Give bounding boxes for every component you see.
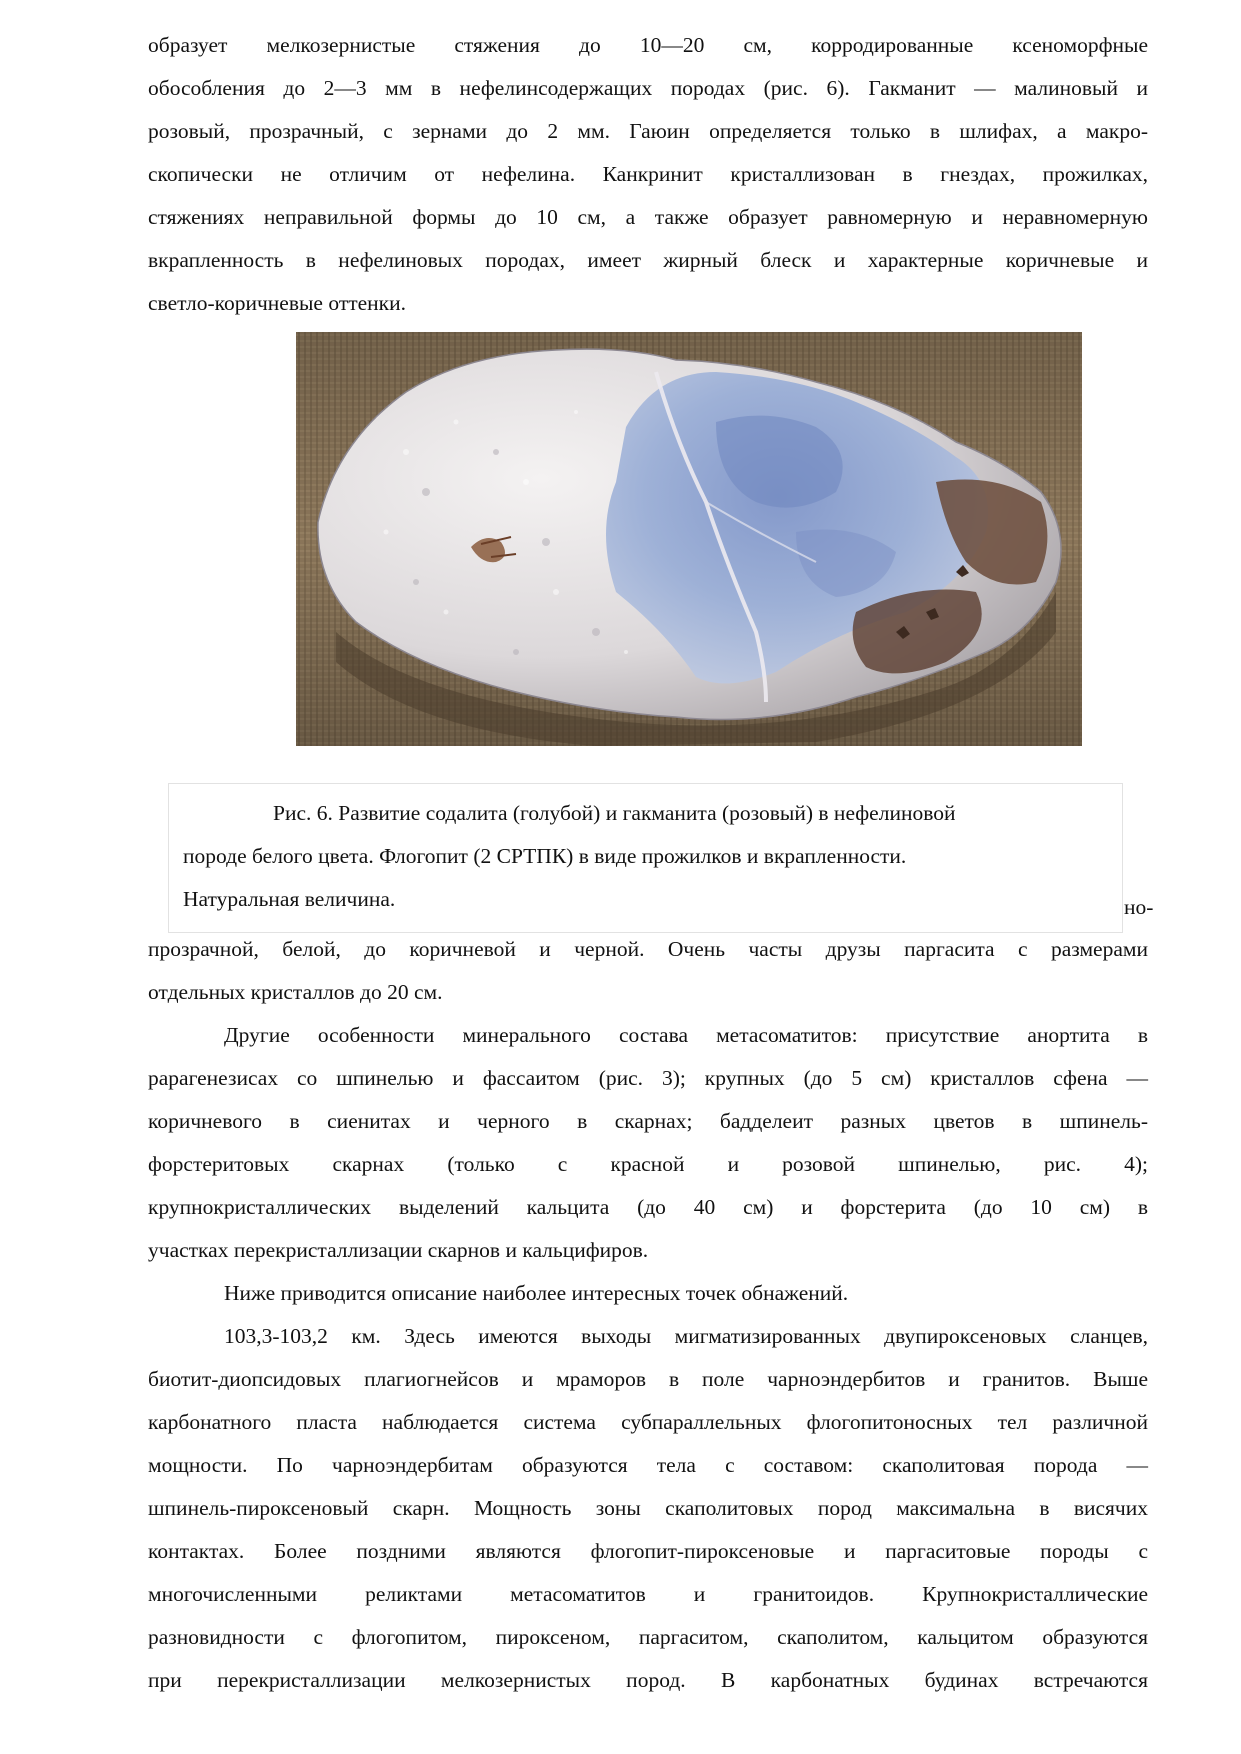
text-line: Ниже приводится описание наиболее интересных точек обнажений. xyxy=(224,1281,849,1305)
text-line: скопически не отличим от нефелина. Канкринит кристаллизован в гнездах, прожилках, xyxy=(148,162,1148,186)
paragraph-4 xyxy=(148,1272,1148,1315)
paragraph-2 xyxy=(148,928,1148,1014)
mineral-photo xyxy=(296,332,1082,746)
figure-caption xyxy=(168,783,1123,933)
text-line: светло-коричневые оттенки. xyxy=(148,291,406,315)
paragraph-3 xyxy=(148,1014,1148,1272)
text-line: при перекристаллизации мелкозернистых пород. В карбонатных будинах встречаются xyxy=(148,1668,1148,1692)
text-line: 103,3-103,2 км. Здесь имеются выходы мигматизированных двупироксеновых сланцев, xyxy=(224,1324,1148,1348)
text-line: Другие особенности минерального состава метасоматитов: присутствие анортита в xyxy=(224,1023,1148,1047)
text-line: крупнокристаллических выделений кальцита (до 40 см) и форстерита (до 10 см) в xyxy=(148,1195,1148,1219)
text-line: участках перекристаллизации скарнов и кальцифиров. xyxy=(148,1238,649,1262)
caption-line: породе белого цвета. Флогопит (2 СРТПК) в виде прожилков и вкрапленности. xyxy=(183,844,907,868)
caption-line: Рис. 6. Развитие содалита (голубой) и гакманита (розовый) в нефелиновой xyxy=(273,801,956,825)
text-line: прозрачной, белой, до коричневой и черной. Очень часты друзы паргасита с размерами xyxy=(148,937,1148,961)
partial-line-fragment: но- xyxy=(1124,895,1154,919)
text-line: многочисленными реликтами метасоматитов и гранитоидов. Крупнокристаллические xyxy=(148,1582,1148,1606)
text-line: шпинель-пироксеновый скарн. Мощность зоны скаполитовых пород максимальна в висячих xyxy=(148,1496,1148,1520)
text-line: обособления до 2—3 мм в нефелинсодержащих породах (рис. 6). Гакманит — малиновый и xyxy=(148,76,1148,100)
text-line: рарагенезисах со шпинелью и фассаитом (рис. 3); крупных (до 5 см) кристаллов сфена — xyxy=(148,1066,1148,1090)
text-line: разновидности с флогопитом, пироксеном, паргаситом, скаполитом, кальцитом образуются xyxy=(148,1625,1148,1649)
text-line: стяжениях неправильной формы до 10 см, а также образует равномерную и неравномерную xyxy=(148,205,1148,229)
text-line: форстеритовых скарнах (только с красной и розовой шпинелью, рис. 4); xyxy=(148,1152,1148,1176)
caption-line: Натуральная величина. xyxy=(183,887,396,911)
text-line: биотит-диопсидовых плагиогнейсов и мраморов в поле чарноэндербитов и гранитов. Выше xyxy=(148,1367,1148,1391)
text-line: вкрапленность в нефелиновых породах, имеет жирный блеск и характерные коричневые и xyxy=(148,248,1148,272)
paragraph-1 xyxy=(148,24,1148,325)
text-line: мощности. По чарноэндербитам образуются тела с составом: скаполитовая порода — xyxy=(148,1453,1148,1477)
text-line: образует мелкозернистые стяжения до 10—20 см, корродированные ксеноморфные xyxy=(148,33,1148,57)
text-line: коричневого в сиенитах и черного в скарнах; бадделеит разных цветов в шпинель- xyxy=(148,1109,1148,1133)
text-line: карбонатного пласта наблюдается система субпараллельных флогопитоносных тел различной xyxy=(148,1410,1148,1434)
text-line: контактах. Более поздними являются флогопит-пироксеновые и паргаситовые породы с xyxy=(148,1539,1148,1563)
text-line: розовый, прозрачный, с зернами до 2 мм. Гаюин определяется только в шлифах, а макро- xyxy=(148,119,1148,143)
paragraph-5 xyxy=(148,1315,1148,1702)
text-line: отдельных кристаллов до 20 см. xyxy=(148,980,443,1004)
